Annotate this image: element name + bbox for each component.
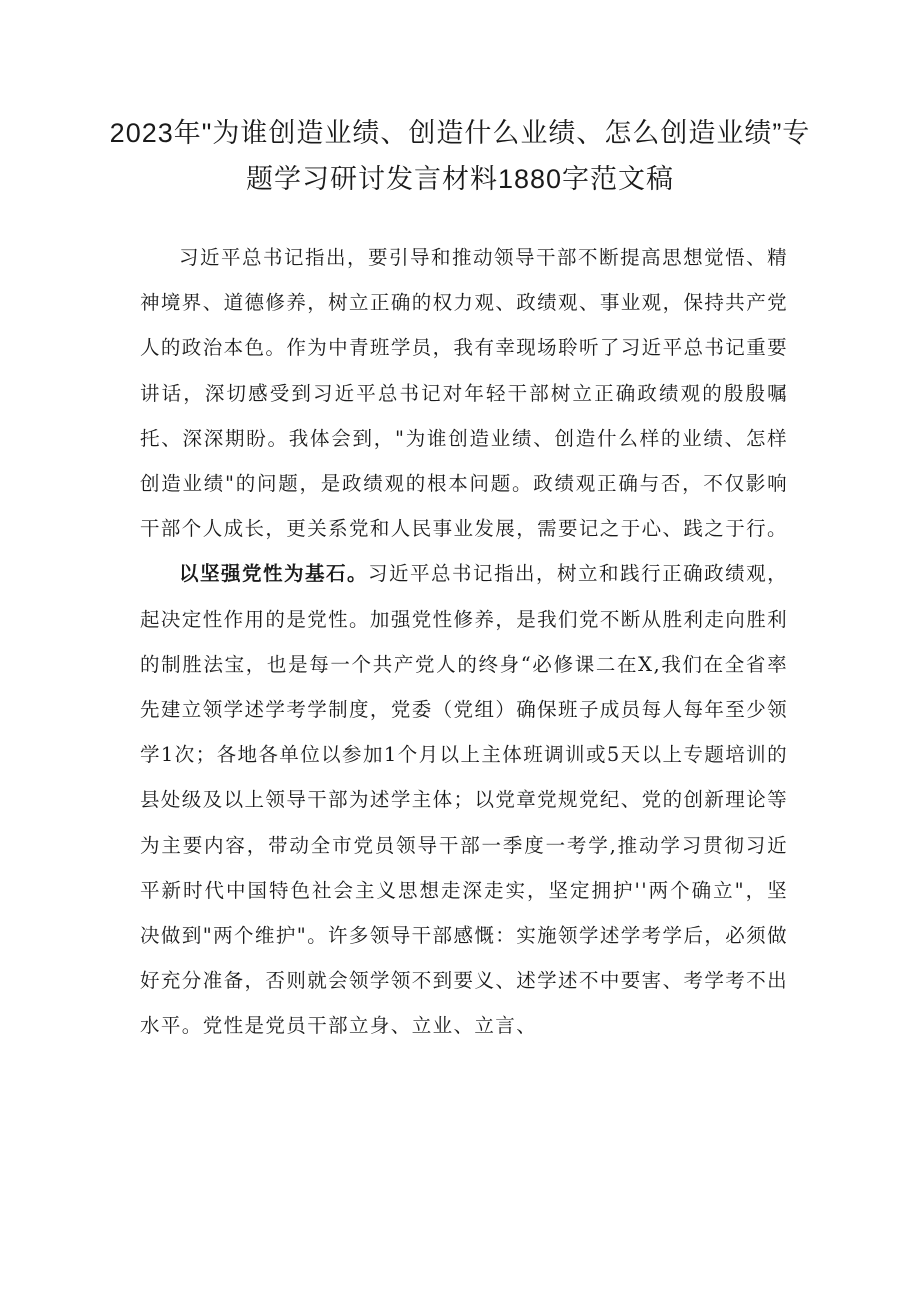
paragraph-intro bbox=[140, 235, 788, 551]
paragraph-intro-text: 习近平总书记指出，要引导和推动领导干部不断提高思想觉悟、精神境界、道德修养，树立正确的权力观、政绩观、事业观，保持共产党人的政治本色。作为中青班学员，我有幸现场聆听了习近平总书记重要讲话，深切感受到习近平总书记对年轻干部树立正确政绩观的殷殷嘱托、深深期盼。我体会到，"为谁创造业绩、创造什么样的业绩、怎样创造业绩"的问题，是政绩观的根本问题。政绩观正确与否，不仅影响干部个人成长，更关系党和人民事业发展，需要记之于心、践之于行。 bbox=[140, 246, 788, 541]
document-body bbox=[140, 235, 788, 1049]
paragraph-lead-heading: 以坚强党性为基石。 bbox=[179, 562, 369, 586]
document-title: 2023年"为谁创造业绩、创造什么业绩、怎么创造业绩”专题学习研讨发言材料1880字范文稿 bbox=[109, 118, 811, 194]
paragraph-party-spirit bbox=[140, 551, 788, 1048]
paragraph-party-spirit-text: 习近平总书记指出，树立和践行正确政绩观，起决定性作用的是党性。加强党性修养，是我们党不断从胜利走向胜利的制胜法宝，也是每一个共产党人的终身“必修课二在X,我们在全省率先建立领学述学考学制度，党委（党组）确保班子成员每人每年至少领学1次；各地各单位以参加1个月以上主体班调训或5天以上专题培训的县处级及以上领导干部为述学主体；以党章党规党纪、党的创新理论等为主要内容，带动全市党员领导干部一季度一考学,推动学习贯彻习近平新时代中国特色社会主义思想走深走实，坚定拥护''两个确立"，坚决做到"两个维护"。许多领导干部感慨：实施领学述学考学后，必须做好充分准备，否则就会领学领不到要义、述学述不中要害、考学考不出水平。党性是党员干部立身、立业、立言、 bbox=[140, 562, 788, 1038]
